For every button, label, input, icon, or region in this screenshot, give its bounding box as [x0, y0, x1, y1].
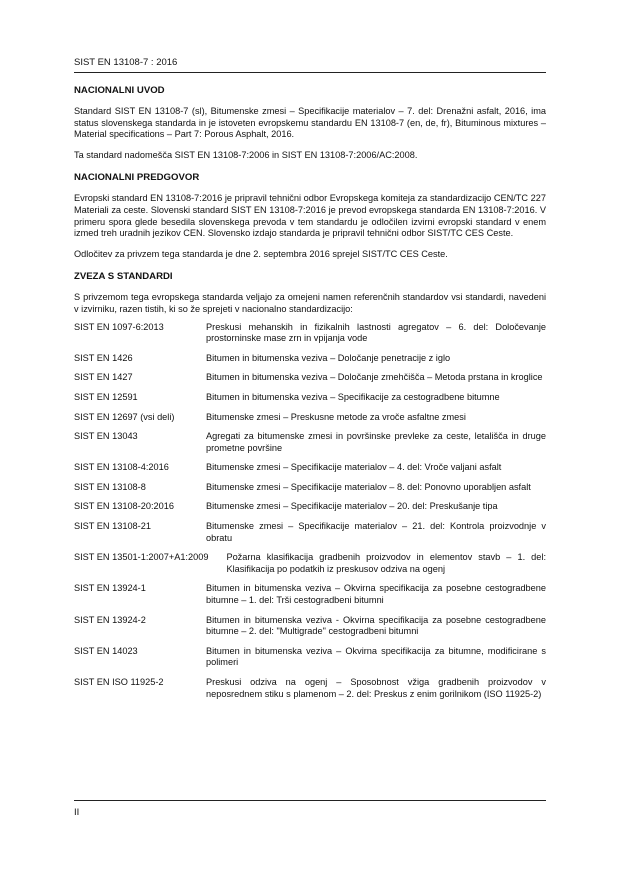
page-number: II — [74, 807, 80, 818]
reference-title: Bitumenske zmesi – Specifikacije materialov – 20. del: Preskušanje tipa — [206, 501, 498, 512]
section-heading-nacionalni-uvod: NACIONALNI UVOD — [74, 85, 165, 96]
reference-title: Bitumenske zmesi – Preskusne metode za vroče asfaltne zmesi — [206, 411, 466, 422]
reference-title: Bitumen in bitumenska veziva – Določanje zmehčišča – Metoda prstana in kroglice — [206, 372, 543, 383]
reference-title: Bitumenske zmesi – Specifikacije materialov – 21. del: Kontrola proizvodnje v obratu — [206, 521, 546, 543]
reference-title: Preskusi odziva na ogenj – Sposobnost vžiga gradbenih proizvodov v neposrednem stiku s plamenom – 2. del: Preskus z enim gorilnikom (ISO 11925-2) — [206, 677, 546, 699]
reference-code: SIST EN 1426 — [74, 352, 133, 363]
reference-item — [74, 322, 546, 345]
section-heading-nacionalni-predgovor: NACIONALNI PREDGOVOR — [74, 172, 200, 184]
reference-item — [74, 353, 546, 365]
paragraph: Odločitev za privzem tega standarda je dne 2. septembra 2016 sprejel SIST/TC CES Ceste. — [74, 248, 448, 259]
reference-code: SIST EN 12591 — [74, 391, 138, 402]
reference-item — [74, 552, 546, 575]
paragraph: S privzemom tega evropskega standarda veljajo za omejeni namen referenčnih standardov vsi standardi, navedeni v izvirniku, razen tistih, ki so že sprejeti v nacionalno standardizacijo: — [74, 292, 546, 314]
reference-code: SIST EN 13924-2 — [74, 614, 146, 625]
reference-title: Bitumen in bitumenska veziva – Določanje penetracije z iglo — [206, 352, 451, 363]
reference-title: Bitumen in bitumenska veziva – Okvirna specifikacija za posebne cestogradbene bitumne – 1. del: Trši cestogradbeni bitumni — [206, 583, 546, 606]
reference-code: SIST EN 13108-20:2016 — [74, 501, 174, 512]
reference-item — [74, 501, 546, 513]
reference-code: SIST EN 12697 (vsi deli) — [74, 411, 175, 422]
reference-title: Požarna klasifikacija gradbenih proizvodov in elementov stavb – 1. del: Klasifikacija po podatkih iz preskusov odziva na ogenj — [226, 552, 546, 574]
reference-code: SIST EN 1097-6:2013 — [74, 321, 164, 332]
reference-item — [74, 392, 546, 404]
reference-item — [74, 372, 546, 384]
reference-title: Bitumen in bitumenska veziva - Okvirna specifikacija za posebne cestogradbene bitumne – 2. del: "Multigrade" cestogradbeni bitumni — [206, 614, 546, 637]
reference-item — [74, 521, 546, 544]
paragraph: Standard SIST EN 13108-7 (sl), Bitumenske zmesi – Specifikacije materialov – 7. del: Drenažni asfalt, 2016, ima status slovenskega standarda in je istoveten evropskemu standardu EN 13108-7 (en, de, fr), Bituminous mixtures – Material specifications – Part 7: Porous Asphalt, 2016. — [74, 106, 546, 140]
reference-title: Bitumenske zmesi – Specifikacije materialov – 4. del: Vroče valjani asfalt — [206, 462, 502, 473]
reference-title: Bitumen in bitumenska veziva – Specifikacije za cestogradbene bitumne — [206, 391, 500, 402]
reference-item — [74, 412, 546, 424]
reference-code: SIST EN 13108-4:2016 — [74, 462, 169, 473]
reference-code: SIST EN ISO 11925-2 — [74, 677, 164, 687]
reference-code: SIST EN 13924-1 — [74, 583, 146, 594]
section-heading-zveza-s-standardi: ZVEZA S STANDARDI — [74, 271, 173, 283]
reference-item — [74, 583, 546, 606]
reference-code: SIST EN 13108-8 — [74, 481, 146, 492]
reference-title: Bitumen in bitumenska veziva – Okvirna specifikacija za bitumne, modificirane s polimeri — [206, 645, 546, 668]
reference-item — [74, 677, 546, 700]
paragraph: Ta standard nadomešča SIST EN 13108-7:2006 in SIST EN 13108-7:2006/AC:2008. — [74, 149, 418, 160]
reference-item — [74, 482, 546, 494]
reference-code: SIST EN 13043 — [74, 431, 138, 442]
reference-list — [74, 322, 546, 701]
reference-code: SIST EN 14023 — [74, 645, 138, 656]
page-footer — [74, 800, 546, 818]
document-page — [74, 57, 546, 708]
reference-code: SIST EN 1427 — [74, 372, 133, 383]
reference-title: Preskusi mehanskih in fizikalnih lastnosti agregatov – 6. del: Določevanje prostorninske mase zrn in vpijanja vode — [206, 321, 546, 344]
reference-code: SIST EN 13501-1:2007+A1:2009 — [74, 552, 209, 563]
reference-title: Bitumenske zmesi – Specifikacije materialov – 8. del: Ponovno uporabljen asfalt — [206, 481, 531, 492]
running-header: SIST EN 13108-7 : 2016 — [74, 57, 546, 73]
reference-item — [74, 646, 546, 669]
reference-item — [74, 462, 546, 474]
reference-code: SIST EN 13108-21 — [74, 521, 151, 532]
paragraph: Evropski standard EN 13108-7:2016 je pripravil tehnični odbor Evropskega komiteja za standardizacijo CEN/TC 227 Materiali za ceste. Slovenski standard SIST EN 13108-7:2016 je prevod evropskega standarda EN 13108-7:2016. V primeru spora glede besedila slovenskega prevoda v tem standardu je odločilen izvirni evropski standard v enem izmed treh uradnih jezikov CEN. Slovensko izdajo standarda je pripravil tehnični odbor SIST/TC CES Ceste. — [74, 193, 546, 239]
reference-title: Agregati za bitumenske zmesi in površinske prevleke za ceste, letališča in druge prometne površine — [206, 431, 546, 453]
reference-item — [74, 615, 546, 638]
reference-item — [74, 431, 546, 454]
